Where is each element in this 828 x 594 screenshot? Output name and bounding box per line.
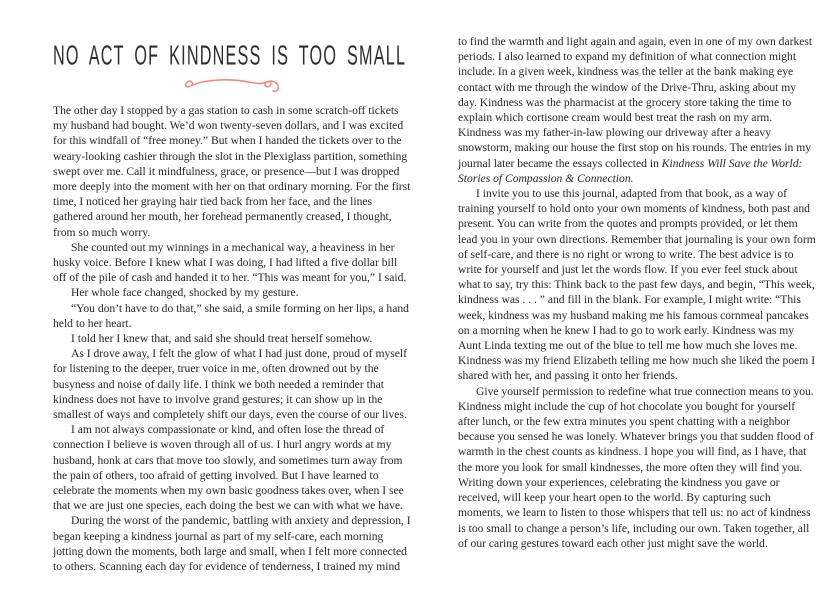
title-flourish: [53, 75, 411, 95]
paragraph: to find the warmth and light again and again, even in one of my own darkest periods. I also learned to expand my definition of what connection might include. In a given week, kindness was the teller at the bank making eye contact with me through the window of the Drive-Thru, asking about my day. Kindness was the pharmacist at the grocery store taking the time to explain which cortisone cream would best treat the rash on my arm. Kindness was my father-in-law plowing our driveway after a heavy snowstorm, making our house the first stop on his rounds. The entries in my journal later became the essays collected in Kindness Will Save the World: Stories of Compassion & Connection.: [458, 35, 813, 185]
paragraph: During the worst of the pandemic, battling with anxiety and depression, I began keeping a kindness journal as part of my self-care, each morning jotting down the moments, both large and small, when I felt more connected to others. Scanning each day for evidence of tenderness, I trained my mind: [53, 514, 411, 574]
paragraph: The other day I stopped by a gas station to cash in some scratch-off tickets my husband had bought. We’d won twenty-seven dollars, and I was excited for this windfall of “free money.” But when I handed the tickets over to the weary-looking cashier through the slot in the Plexiglass partition, something swept over me. Call it mindfulness, grace, or presence—but I was dropped more deeply into the moment with her on that ordinary morning. For the first time, I noticed her graying hair tied back from her face, and the lines gathered around her mouth, her forehead permanently creased, I thought, from so much worry.: [53, 104, 411, 239]
paragraph: I invite you to use this journal, adapted from that book, as a way of training yourself to hold onto your own moments of kindness, both past and present. You can write from the quotes and prompts provided, or let them lead you in your own directions. Remember that journaling is your own form of self-care, and there is no right or wrong to write. The best advice is to write for yourself and just let the words flow. If you ever feel stuck about what to say, try this: Think back to the past few days, and begin, “This week, kindness was . . . ” and fill in the blank. For example, I might write: “This week, kindness was my husband making me his famous cornmeal pancakes on a morning when he knew I had to go to work early. Kindness was my Aunt Linda texting me out of the blue to tell me how much she loves me. Kindness was my friend Elizabeth telling me how much she liked the poem I shared with her, and passing it onto her friends.: [458, 187, 816, 383]
paragraph: I am not always compassionate or kind, and often lose the thread of connection I believe is woven through all of us. I hurl angry words at my husband, honk at cars that move too slowly, and sometimes turn away from the pain of others, too afraid of getting involved. But I have learned to celebrate the moments when my own basic goodness takes over, when I see that we are just one species, each doing the best we can with what we have.: [53, 423, 404, 513]
paragraph: She counted out my winnings in a mechanical way, a heaviness in her husky voice. Before I knew what I was doing, I had lifted a five dollar bill off of the pile of cash and handed it to her. “This was meant for you,” I said.: [53, 240, 407, 285]
chapter-title: NO ACT OF KINDNESS IS TOO SMALL: [53, 39, 407, 71]
paragraph: I told her I knew that, and said she should treat herself somehow.: [70, 332, 373, 346]
paragraph: Her whole face changed, shocked by my gesture.: [70, 286, 299, 300]
left-page: [53, 36, 411, 574]
swash-flourish-icon: [182, 75, 282, 95]
paragraph: “You don’t have to do that,” she said, a smile forming on her lips, a hand held to her heart.: [53, 301, 409, 330]
paragraph: As I drove away, I felt the glow of what I had just done, proud of myself for listening to the deeper, truer voice in me, often drowned out by the busyness and noise of daily life. I think we both needed a reminder that kindness does not have to involve grand gestures; it can show up in the smallest of ways and completely shift our days, even the course of our lives.: [53, 347, 407, 422]
paragraph: Give yourself permission to redefine what true connection means to you. Kindness might include the cup of hot chocolate you bought for yourself after lunch, or the few extra minutes you spent chatting with a neighbor because you sensed he was lonely. Whatever brings you that sudden flood of warmth in the chest counts as kindness. I hope you will find, as I have, that the more you look for small kindnesses, the more often they will find you. Writing down your experiences, celebrating the kindness you gave or received, will keep your heart open to the world. By capturing such moments, we learn to listen to those whispers that tell us: no act of kindness is too small to change a person’s life, including our own. Taken together, all of our caring gestures toward each other just might save the world.: [458, 384, 814, 550]
right-page: [458, 34, 816, 551]
left-page-body: [53, 103, 411, 574]
right-page-body: [458, 34, 816, 551]
